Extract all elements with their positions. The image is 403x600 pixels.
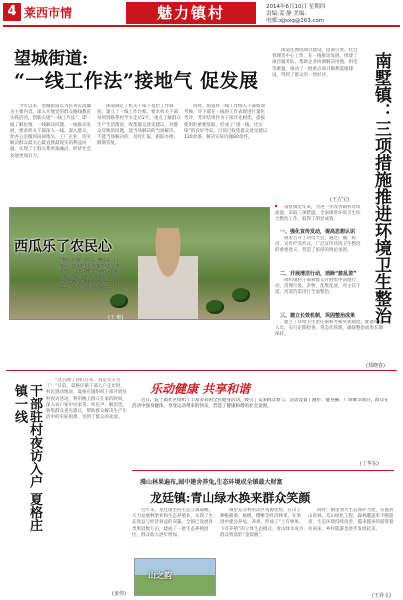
article-health-text: 近日，院上镇社区组织了丰富多彩的全民健身活动，吸引了众多群众参与。活动设置了跑步、健身操、广场舞等项目，群众在活动中强身健体，享受运动带来的快乐，营造了健康和谐的社会氛围。 bbox=[132, 398, 389, 410]
article1-title: “一线工作法”接地气 促发展 bbox=[14, 70, 259, 92]
header-rule bbox=[3, 25, 400, 27]
article-right-title: 南墅镇：三项措施推进环境卫生整治 bbox=[371, 52, 391, 324]
article-right-heading1: 一、强化宣传发动，提高思想认识 bbox=[280, 229, 356, 235]
article-left-text: “这么晚了你们还来，真是太辛苦了！”日前，夏格庄镇干部入户走访时，村民感动地说。夏格庄镇组织干部开展驻村夜访活动，利用晚上群众在家的时间，深入农户家中拉家常、听民声、解民忧，收集群众意见建议，帮助群众解决生产生活中的实际困难，受到了群众的欢迎。 bbox=[46, 378, 127, 421]
article-health-credit: (丁华东) bbox=[360, 461, 379, 467]
article1-col-a: 今年以来，望城街道以为民务实清廉为主要内容，深入开展党的群众路线教育实践活动，创新实施“一线工作法”，即一线了解民情、一线解决问题、一线推动发展，要求机关干部深入一线、深入群众，把办公室搬到田间地头、工厂企业，切实解决群众最关心最直接最现实的利益问题，实现了干群关系更加融洽，经济社会发展更加有力。 bbox=[10, 104, 92, 159]
divider bbox=[132, 470, 394, 471]
farmer-figure bbox=[138, 228, 198, 320]
page-header bbox=[0, 0, 403, 28]
divider bbox=[6, 370, 397, 371]
date-line: 2014年6月10日 星期四 bbox=[266, 4, 326, 10]
article1-col-b: 街道制定了机关干部下基层工作制度，建立了一线工作台账，要求机关干部每周到联系村至少走访2天，重点了解群众生产生活情况，收集群众意见建议，对群众反映的问题，能当场解决的当场解决，不能当场解决的，及时汇报、跟踪办理，限期答复。 bbox=[97, 104, 181, 147]
article1-col-d: 街道还围绕项目建设、招商引资、社会管理等中心工作，在一线推动发展，组建了项目服务队，帮助企业协调解决用地、用电等难题，推动了一批重点项目顺利落地建设，得到了群众的一致好评。 bbox=[272, 48, 358, 78]
page-number: 4 bbox=[3, 3, 21, 21]
mountain-photo bbox=[134, 558, 216, 596]
article1-col-c: 同时，街道将一线工作纳入干部绩效考核，对干部在一线的工作表现进行量化考评，考评结果作为干部评先树优、提拔使用的重要依据，形成了“重一线、比实绩”的良好导向。目前已收集群众意见建议120余条，解决实际问题80余件。 bbox=[184, 104, 268, 141]
watermelon-icon bbox=[232, 288, 250, 302]
watermelon-photo bbox=[9, 207, 270, 320]
article-right-text1: 镇里召开了动员大会，通过广播、标语、宣传栏等形式，广泛宣传环境卫生整治的重要意义，营造了浓厚的舆论氛围。 bbox=[275, 236, 361, 254]
article-bottom-col-c: 同时，镇里加大生态保护力度，实施封山育林、荒山绿化工程，森林覆盖率不断提高，生态环境持续改善，越来越多的游客慕名而来，乡村旅游也逐步发展起来。 bbox=[308, 508, 394, 532]
section-name: 莱西市情 bbox=[24, 6, 73, 20]
article-right-text2: 组织镇村干部和群众开展集中清理行动，清理垃圾、杂物、乱堆乱放，对主次干道、河道沟渠进行全面整治。 bbox=[275, 278, 361, 296]
photo1-credit: (王 维) bbox=[108, 315, 124, 321]
article1-subtitle: 望城街道: bbox=[14, 49, 89, 69]
watermelon-icon bbox=[206, 300, 224, 314]
article-right-heading3: 三、建立长效机制，巩固整治成果 bbox=[280, 313, 356, 319]
photo1-caption: “我们这里的小西瓜，糖度高、口感好，每年都有很多客商专程过来收购。”正在瓜棚里忙碌的瓜农高兴地说。近年来，店埠镇引导农民发展大棚西瓜种植，通过统一技术指导，带动了农民增收致富。 bbox=[60, 257, 120, 290]
masthead: 魅力镇村 bbox=[126, 2, 256, 24]
article-left-title: 干部驻村夜访入户 夏格庄镇一线 bbox=[12, 384, 42, 532]
article-right-intro: 南墅镇近年来，为进一步改善镇村环境面貌，采取三项措施，全面推进环境卫生综合整治工作，取得了明显成效。 bbox=[275, 205, 361, 223]
header-info bbox=[266, 4, 325, 25]
mountain-photo-label: 山之韵 bbox=[148, 571, 172, 580]
article-bottom-title: 龙廷镇:青山绿水换来群众笑颜 bbox=[150, 491, 311, 505]
article-bottom-credit: (王祥文) bbox=[372, 593, 391, 599]
article-right-text3: 建立了环境卫生责任制和考核奖惩制度，配备保洁人员，实行定期检查、常态化管理，确保整治成果长期保持。 bbox=[275, 320, 383, 338]
article-bottom-col-b: 镇里充分利用山区资源优势，在山上种植板栗、核桃、樱桃等经济林果，在果园中建舍养兔、养鸡，形成了“上有林果、下有养殖”的立体生态模式，青山绿水成为群众致富的“金饭碗”。 bbox=[220, 508, 304, 538]
article-right-credit: (郑晓春) bbox=[366, 363, 385, 369]
editor-line: 责编:姜 静 美编: bbox=[266, 11, 307, 17]
article-right-heading2: 二、开展清洁行动，消除“脏乱差” bbox=[280, 271, 357, 277]
email-line: 电邮:xjjsxq@163.com bbox=[266, 18, 325, 24]
photo1-title: 西瓜乐了农民心 bbox=[14, 239, 112, 255]
article1-byline: (王方宝) bbox=[330, 197, 349, 203]
article-bottom-kicker: 漫山林果遍布,园中建舍养兔,生态环境成全镇最大财富 bbox=[140, 479, 283, 486]
article-left-credit: (姜伟) bbox=[112, 591, 126, 597]
watermelon-icon bbox=[110, 294, 128, 308]
article-bottom-col-a: 近年来，龙廷镇坚持生态立镇战略，大力发展林果业和生态养殖业，实现了生态效益与经济效益的双赢。全镇已发展各类果园数万亩，建成了一批生态养殖园区，群众收入逐年增加。 bbox=[132, 508, 213, 538]
article-health-title: 乐动健康 共享和谐 bbox=[150, 382, 251, 396]
